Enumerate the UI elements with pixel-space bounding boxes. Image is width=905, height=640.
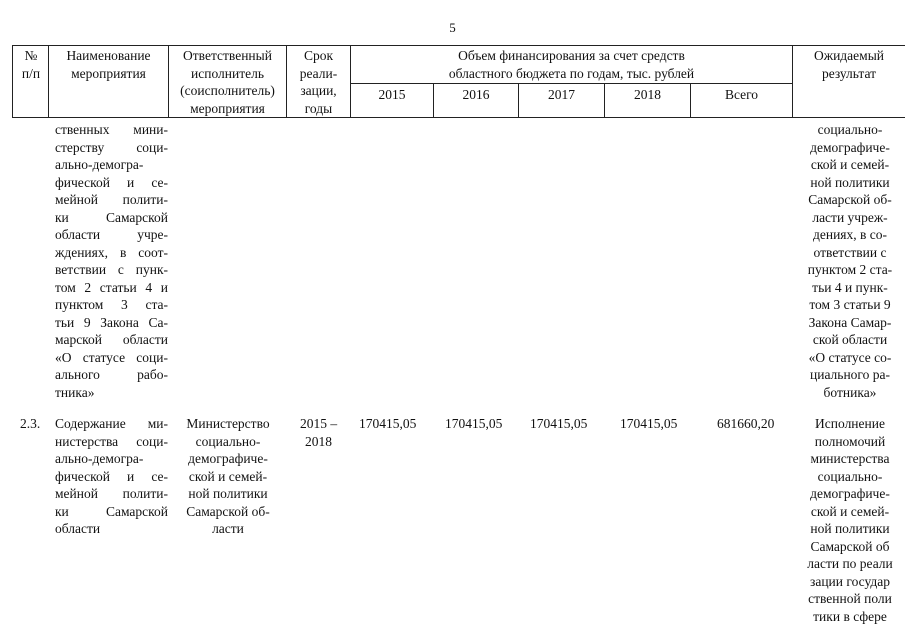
header-responsible: Ответственный исполнитель (соисполнитель) мероприятия	[180, 48, 275, 116]
header-result: Ожидаемый результат	[814, 48, 884, 81]
header-term: Срок реали- зации, годы	[299, 48, 338, 116]
row-name: Содержание ми- нистерства соци- ально-демогра- фической и се- мейной полити- ки Самарской области	[55, 416, 168, 536]
header-year-2015: 2015	[378, 87, 406, 102]
value-2015: 170415,05	[359, 416, 417, 431]
header-total: Всего	[724, 87, 759, 102]
value-total: 681660,20	[717, 416, 775, 431]
col-divider	[12, 45, 13, 118]
row-term: 2015 – 2018	[299, 416, 338, 449]
table-top-border	[12, 45, 905, 46]
value-2016: 170415,05	[445, 416, 503, 431]
header-number: № п/п	[21, 48, 41, 81]
header-financing: Объем финансирования за счет средств областного бюджета по годам, тыс. рублей	[448, 48, 695, 81]
header-name: Наименование мероприятия	[66, 48, 151, 81]
row-responsible: Министерство социально- демографиче- ской и семей- ной политики Самарской об- ласти	[186, 416, 270, 536]
header-year-2017: 2017	[548, 87, 575, 102]
value-2017: 170415,05	[530, 416, 588, 431]
continuation-result: социально- демографиче- ской и семей- ной политики Самарской об- ласти учреж- дениях, в со- ответствии с пунктом 2 ста- тьи 4 и пунк- том 3 статьи 9 Закона Самар- ской области «О статусе со- циального ра- ботника»	[807, 122, 893, 400]
years-divider	[350, 83, 792, 84]
row-result: Исполнение полномочий министерства социально- демографиче- ской и семей- ной политики Самарской об ласти по реали зации государ ственной поли тики в сфере	[807, 416, 893, 624]
header-year-2018: 2018	[634, 87, 661, 102]
row-number: 2.3.	[20, 416, 41, 431]
page-number: 5	[449, 20, 456, 35]
header-year-2016: 2016	[462, 87, 490, 102]
continuation-name: ственных мини- стерству соци- ально-демогра- фической и се- мейной полити- ки Самарской области учре- ждениях, в соот- ветствии с пунк- том 2 статьи 4 и пунктом 3 ста- тьи 9 Закона Са- марской области «О статусе соци- ального рабо- тника»	[55, 122, 168, 400]
value-2018: 170415,05	[620, 416, 678, 431]
header-bottom-border	[12, 117, 905, 118]
